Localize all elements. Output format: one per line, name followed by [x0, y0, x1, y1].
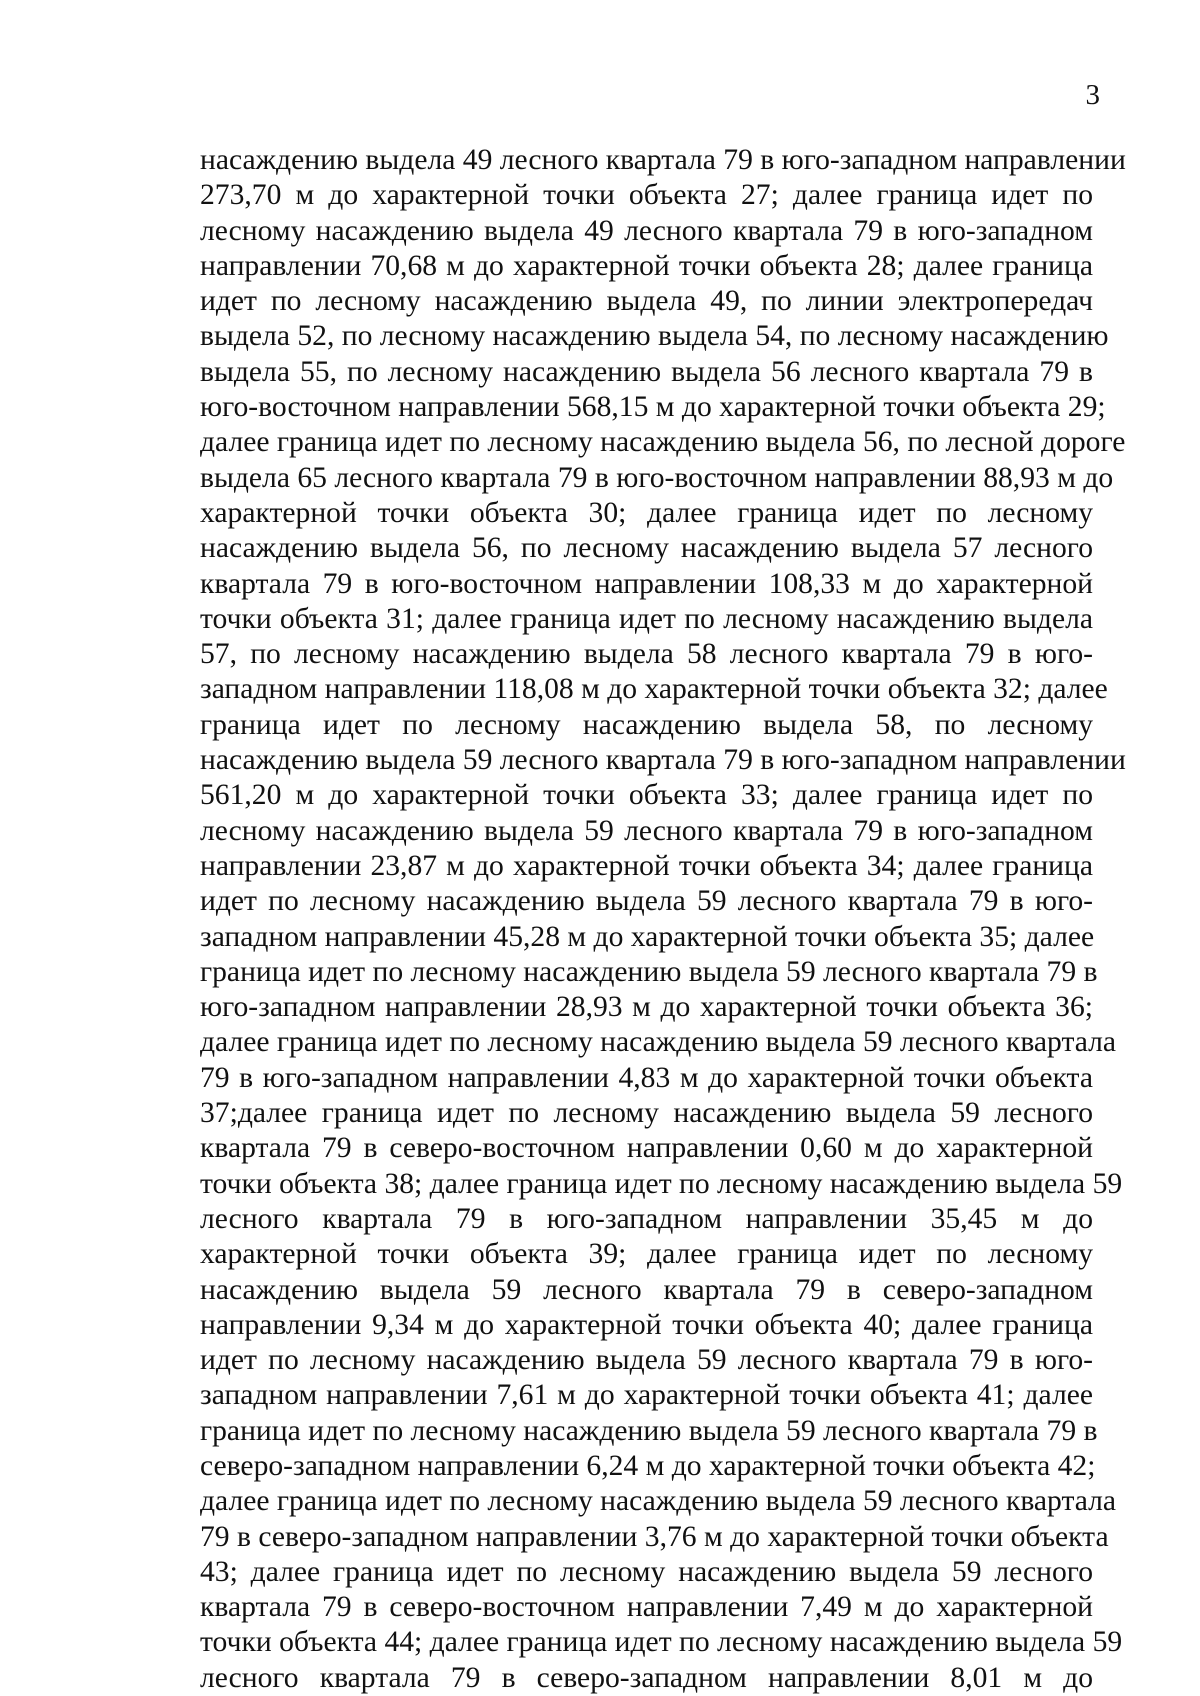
- text-line: далее граница идет по лесному насаждению выдела 59 лесного квартала: [200, 1485, 1117, 1518]
- text-line: 57, по лесному насаждению выдела 58 лесного квартала 79 в юго-: [200, 638, 1093, 671]
- text-line: точки объекта 44; далее граница идет по лесному насаждению выдела 59: [200, 1626, 1123, 1659]
- text-line: западном направлении 7,61 м до характерной точки объекта 41; далее: [200, 1379, 1093, 1412]
- text-line: выдела 55, по лесному насаждению выдела 56 лесного квартала 79 в: [200, 355, 1093, 388]
- text-line: квартала 79 в северо-восточном направлении 7,49 м до характерной: [200, 1591, 1093, 1624]
- text-line: 273,70 м до характерной точки объекта 27; далее граница идет по: [200, 179, 1093, 212]
- text-line: характерной точки объекта 30; далее граница идет по лесному: [200, 496, 1093, 529]
- body-paragraph: [200, 143, 1126, 1696]
- text-line: точки объекта 38; далее граница идет по лесному насаждению выдела 59: [200, 1167, 1123, 1200]
- text-line: далее граница идет по лесному насаждению выдела 56, по лесной дороге: [200, 426, 1126, 459]
- text-line: юго-западном направлении 28,93 м до характерной точки объекта 36;: [200, 991, 1093, 1024]
- text-line: выдела 52, по лесному насаждению выдела 54, по лесному насаждению: [200, 320, 1109, 353]
- text-line: лесного квартала 79 в северо-западном направлении 8,01 м до: [200, 1661, 1093, 1694]
- text-line: идет по лесному насаждению выдела 49, по линии электропередач: [200, 285, 1093, 318]
- text-line: точки объекта 31; далее граница идет по лесному насаждению выдела: [200, 602, 1093, 635]
- text-line: направлении 9,34 м до характерной точки объекта 40; далее граница: [200, 1308, 1093, 1341]
- text-line: 79 в юго-западном направлении 4,83 м до характерной точки объекта: [200, 1061, 1093, 1094]
- text-line: идет по лесному насаждению выдела 59 лесного квартала 79 в юго-: [200, 1344, 1093, 1377]
- text-line: насаждению выдела 56, по лесному насаждению выдела 57 лесного: [200, 532, 1093, 565]
- text-line: квартала 79 в северо-восточном направлении 0,60 м до характерной: [200, 1132, 1093, 1165]
- text-line: идет по лесному насаждению выдела 59 лесного квартала 79 в юго-: [200, 885, 1093, 918]
- text-line: граница идет по лесному насаждению выдела 59 лесного квартала 79 в: [200, 1414, 1098, 1447]
- text-line: граница идет по лесному насаждению выдела 59 лесного квартала 79 в: [200, 955, 1098, 988]
- text-line: западном направлении 45,28 м до характерной точки объекта 35; далее: [200, 920, 1095, 953]
- text-line: западном направлении 118,08 м до характерной точки объекта 32; далее: [200, 673, 1108, 706]
- text-line: насаждению выдела 59 лесного квартала 79 в северо-западном: [200, 1273, 1093, 1306]
- text-line: 43; далее граница идет по лесному насаждению выдела 59 лесного: [200, 1555, 1093, 1588]
- text-line: насаждению выдела 49 лесного квартала 79 в юго-западном направлении: [200, 144, 1126, 176]
- text-line: квартала 79 в юго-восточном направлении 108,33 м до характерной: [200, 567, 1093, 600]
- text-line: 561,20 м до характерной точки объекта 33; далее граница идет по: [200, 779, 1093, 812]
- text-line: лесного квартала 79 в юго-западном направлении 35,45 м до: [200, 1202, 1093, 1235]
- text-line: северо-западном направлении 6,24 м до характерной точки объекта 42;: [200, 1449, 1096, 1482]
- page-number: 3: [1085, 79, 1100, 111]
- text-line: характерной точки объекта 39; далее граница идет по лесному: [200, 1238, 1093, 1271]
- text-line: направлении 70,68 м до характерной точки объекта 28; далее граница: [200, 249, 1093, 282]
- text-line: лесному насаждению выдела 49 лесного квартала 79 в юго-западном: [200, 214, 1093, 247]
- text-line: насаждению выдела 59 лесного квартала 79 в юго-западном направлении: [200, 744, 1126, 777]
- text-line: 79 в северо-западном направлении 3,76 м до характерной точки объекта: [200, 1520, 1109, 1553]
- text-line: граница идет по лесному насаждению выдела 58, по лесному: [200, 708, 1093, 741]
- text-line: юго-восточном направлении 568,15 м до характерной точки объекта 29;: [200, 391, 1106, 424]
- text-line: далее граница идет по лесному насаждению выдела 59 лесного квартала: [200, 1026, 1117, 1059]
- text-line: направлении 23,87 м до характерной точки объекта 34; далее граница: [200, 849, 1093, 882]
- text-line: лесному насаждению выдела 59 лесного квартала 79 в юго-западном: [200, 814, 1093, 847]
- text-line: выдела 65 лесного квартала 79 в юго-восточном направлении 88,93 м до: [200, 461, 1114, 494]
- text-line: 37;далее граница идет по лесному насаждению выдела 59 лесного: [200, 1097, 1093, 1130]
